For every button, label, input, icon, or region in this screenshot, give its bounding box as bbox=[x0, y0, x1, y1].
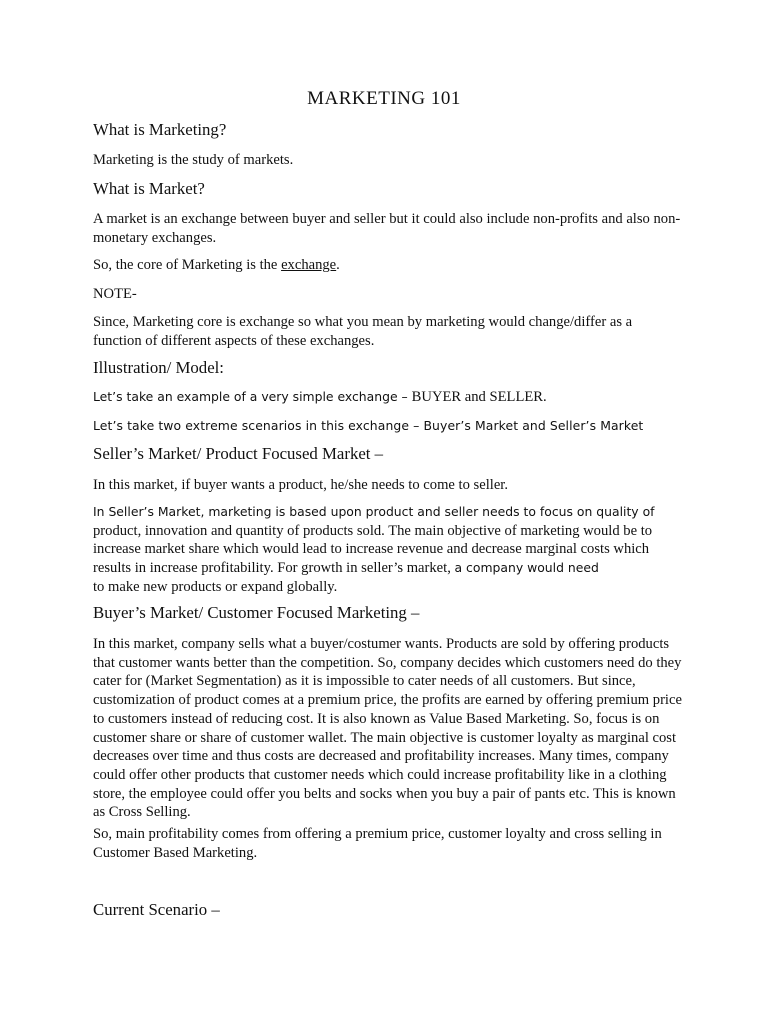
answer-what-is-market: A market is an exchange between buyer and seller but it could also include non-profits and also non-monetary exchanges. bbox=[93, 211, 681, 246]
heading-sellers-market: Seller’s Market/ Product Focused Market – bbox=[93, 444, 384, 463]
core-word-exchange: exchange bbox=[281, 257, 337, 273]
sellers-p2-end: to make new products or expand globally. bbox=[93, 578, 338, 595]
buyers-paragraph-2: So, main profitability comes from offering a premium price, customer loyalty and cross selling in Customer Based Marketing. bbox=[93, 826, 662, 861]
heading-what-is-market: What is Market? bbox=[93, 179, 205, 198]
scenarios-paragraph: Let’s take two extreme scenarios in this exchange – Buyer’s Market and Seller’s Market bbox=[93, 418, 644, 433]
example-text-serif: BUYER and SELLER. bbox=[411, 389, 547, 405]
heading-what-is-marketing: What is Marketing? bbox=[93, 120, 227, 139]
answer-what-is-marketing: Marketing is the study of markets. bbox=[93, 152, 294, 168]
sellers-p2-first-line: In Seller’s Market, marketing is based upon product and seller needs to focus on quality of bbox=[93, 504, 655, 519]
sellers-p2-tail: a company would need bbox=[454, 560, 599, 576]
document-title: MARKETING 101 bbox=[307, 88, 461, 109]
sellers-paragraph-1: In this market, if buyer wants a product, he/she needs to come to seller. bbox=[93, 477, 508, 493]
core-of-marketing-paragraph bbox=[93, 256, 683, 275]
note-paragraph: Since, Marketing core is exchange so what you mean by marketing would change/differ as a function of different aspects of these exchanges. bbox=[93, 314, 633, 349]
buyers-paragraph-1: In this market, company sells what a buyer/costumer wants. Products are sold by offering products that customer wants better than the competition. So, company decides which customers need do they cater for (Market Segmentation) as it is impossible to cater needs of all customers. But since, customization of product comes at a premium price, the profits are earned by offering premium price to customers instead of reducing cost. It is also known as Value Based Marketing. So, focus is on customer share or share of customer wallet. The main objective is customer loyalty as marginal cost decreases over time and thus costs are decreased and profitability increases. Many times, company could offer other products that customer needs which could increase profitability like in a clothing store, the employee could offer you belts and socks when you buy a pair of pants etc. This is known as Cross Selling. bbox=[93, 636, 682, 821]
example-paragraph bbox=[93, 388, 683, 407]
example-text-sans: Let’s take an example of a very simple exchange – bbox=[93, 389, 412, 404]
sellers-p2-body: product, innovation and quantity of products sold. The main objective of marketing would be to increase market share which would lead to increase revenue and decrease marginal costs which results in increase profitability. For growth in seller’s market, bbox=[93, 522, 653, 577]
heading-current-scenario: Current Scenario – bbox=[93, 900, 220, 919]
core-text-after: . bbox=[336, 257, 340, 273]
core-text-before: So, the core of Marketing is the bbox=[93, 257, 282, 273]
note-label: NOTE- bbox=[93, 286, 137, 302]
sellers-paragraph-2 bbox=[93, 503, 683, 597]
heading-illustration-model: Illustration/ Model: bbox=[93, 358, 224, 377]
heading-buyers-market: Buyer’s Market/ Customer Focused Marketing – bbox=[93, 603, 420, 622]
